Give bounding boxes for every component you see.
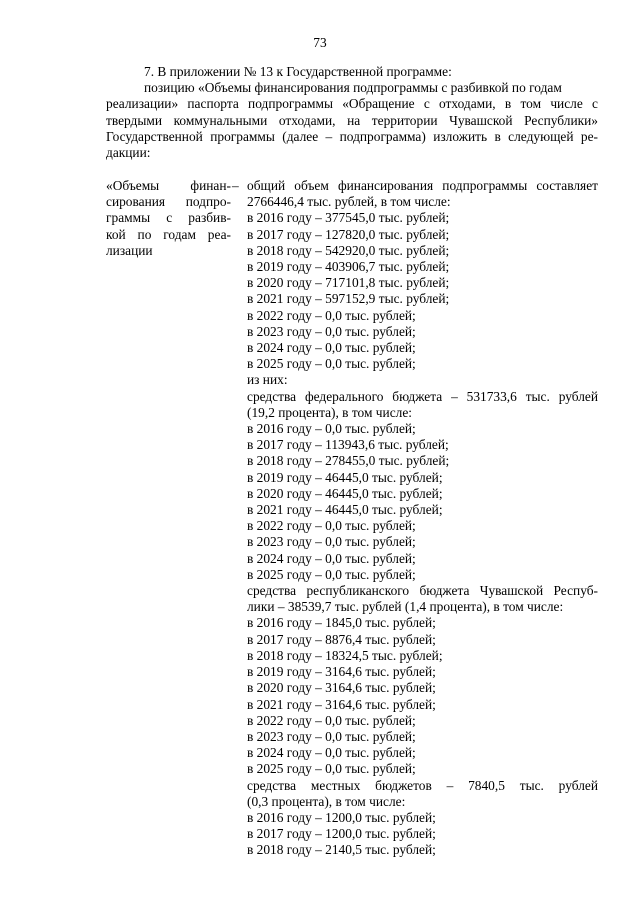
content-line: в 2024 году – 0,0 тыс. рублей; — [247, 745, 416, 761]
content-line: средства республиканского бюджета Чувашской Респуб- — [247, 583, 598, 599]
amendment-heading: 7. В приложении № 13 к Государственной программе: — [144, 64, 452, 79]
content-line: в 2018 году – 2140,5 тыс. рублей; — [247, 842, 436, 858]
position-label — [106, 178, 231, 259]
content-line: (19,2 процента), в том числе: — [247, 404, 412, 420]
content-line: 2766446,4 тыс. рублей, в том числе: — [247, 194, 451, 210]
content-line: в 2018 году – 18324,5 тыс. рублей; — [247, 647, 443, 663]
content-line: в 2025 году – 0,0 тыс. рублей; — [247, 356, 416, 372]
content-line: в 2016 году – 1845,0 тыс. рублей; — [247, 615, 436, 631]
content-line: в 2025 году – 0,0 тыс. рублей; — [247, 761, 416, 777]
content-line: в 2021 году – 46445,0 тыс. рублей; — [247, 502, 443, 518]
content-line: в 2019 году – 3164,6 тыс. рублей; — [247, 664, 436, 680]
content-line: в 2023 году – 0,0 тыс. рублей; — [247, 534, 416, 550]
content-line: в 2016 году – 1200,0 тыс. рублей; — [247, 809, 436, 825]
position-label-line: лизации — [106, 242, 153, 258]
financing-content — [247, 178, 598, 859]
content-line: в 2018 году – 542920,0 тыс. рублей; — [247, 242, 450, 258]
content-line: в 2020 году – 46445,0 тыс. рублей; — [247, 485, 443, 501]
content-line: (0,3 процента), в том числе: — [247, 793, 406, 809]
content-line: в 2017 году – 8876,4 тыс. рублей; — [247, 631, 436, 647]
content-line: в 2022 году – 0,0 тыс. рублей; — [247, 712, 416, 728]
content-line: в 2016 году – 377545,0 тыс. рублей; — [247, 210, 450, 226]
content-line: в 2021 году – 597152,9 тыс. рублей; — [247, 291, 450, 307]
position-label-line: граммы с разбив- — [106, 210, 231, 226]
content-line: общий объем финансирования подпрограммы составляет — [247, 178, 598, 193]
content-line: в 2022 году – 0,0 тыс. рублей; — [247, 518, 416, 534]
intro-line: позицию «Объемы финансирования подпрограммы с разбивкой по годам — [144, 80, 562, 96]
content-line: в 2023 году – 0,0 тыс. рублей; — [247, 323, 416, 339]
content-line: лики – 38539,7 тыс. рублей (1,4 процента), в том числе: — [247, 599, 564, 615]
content-line: в 2018 году – 278455,0 тыс. рублей; — [247, 453, 450, 469]
separator-dash: – — [232, 178, 239, 193]
content-line: средства местных бюджетов – 7840,5 тыс. рублей — [247, 777, 598, 793]
intro-line: твердыми коммунальными отходами, на территории Чувашской Республики» — [106, 112, 598, 128]
intro-line: реализации» паспорта подпрограммы «Обращение с отходами, в том числе с — [106, 96, 598, 112]
intro-line: дакции: — [106, 145, 151, 161]
content-line: в 2019 году – 46445,0 тыс. рублей; — [247, 469, 443, 485]
content-line: в 2017 году – 127820,0 тыс. рублей; — [247, 226, 450, 242]
content-line: в 2020 году – 717101,8 тыс. рублей; — [247, 275, 450, 291]
content-line: средства федерального бюджета – 531733,6 тыс. рублей — [247, 388, 598, 404]
amendment-intro — [106, 64, 598, 161]
content-line: в 2022 году – 0,0 тыс. рублей; — [247, 307, 416, 323]
content-line: в 2023 году – 0,0 тыс. рублей; — [247, 728, 416, 744]
position-label-line: «Объемы финан- — [106, 178, 231, 193]
content-line: в 2020 году – 3164,6 тыс. рублей; — [247, 680, 436, 696]
content-line: из них: — [247, 372, 288, 388]
content-line: в 2024 году – 0,0 тыс. рублей; — [247, 550, 416, 566]
intro-line: Государственной программы (далее – подпрограмма) изложить в следующей ре- — [106, 128, 598, 144]
content-line: в 2021 году – 3164,6 тыс. рублей; — [247, 696, 436, 712]
content-line: в 2017 году – 113943,6 тыс. рублей; — [247, 437, 449, 453]
page-number: 73 — [313, 35, 327, 50]
content-line: в 2019 году – 403906,7 тыс. рублей; — [247, 259, 450, 275]
content-line: в 2024 году – 0,0 тыс. рублей; — [247, 340, 416, 356]
content-line: в 2017 году – 1200,0 тыс. рублей; — [247, 826, 436, 842]
content-line: в 2025 году – 0,0 тыс. рублей; — [247, 566, 416, 582]
position-label-line: сирования подпро- — [106, 194, 231, 210]
position-label-line: кой по годам реа- — [106, 226, 231, 242]
content-line: в 2016 году – 0,0 тыс. рублей; — [247, 421, 416, 437]
